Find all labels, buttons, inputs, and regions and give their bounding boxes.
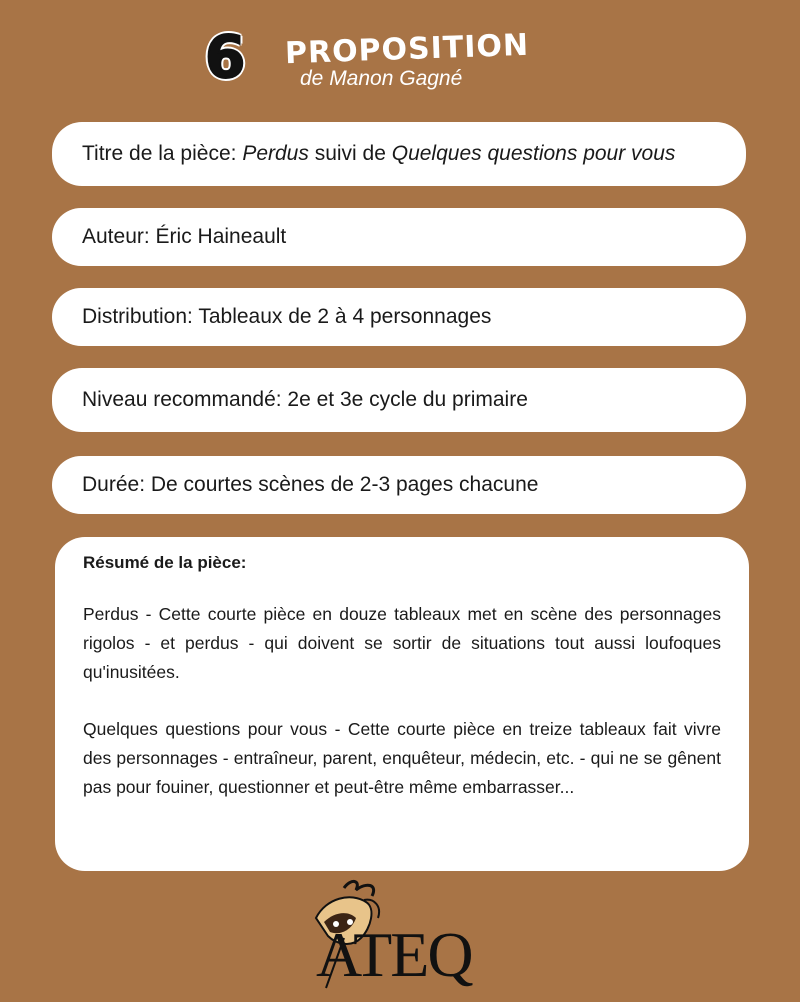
level-field: [52, 368, 746, 432]
level-text: Niveau recommandé: 2e et 3e cycle du primaire: [82, 388, 528, 411]
duration-field: [52, 456, 746, 514]
summary-heading: Résumé de la pièce:: [83, 553, 247, 572]
play-title-join: suivi de: [308, 142, 392, 165]
header: [205, 22, 545, 102]
ateq-logo-text: ATEQ: [316, 919, 472, 990]
play-title-label: Titre de la pièce:: [82, 142, 243, 165]
proposal-number: 6: [205, 23, 246, 91]
play-title-field: [52, 122, 746, 186]
distribution-field: [52, 288, 746, 346]
summary-card: [55, 537, 749, 871]
proposal-author: de Manon Gagné: [300, 67, 463, 90]
distribution-text: Distribution: Tableaux de 2 à 4 personnages: [82, 305, 492, 328]
duration-text: Durée: De courtes scènes de 2-3 pages chacune: [82, 473, 539, 496]
play-title-part2: Quelques questions pour vous: [391, 142, 676, 165]
ateq-logo: [306, 878, 506, 996]
play-title-part1: Perdus: [242, 142, 309, 165]
proposal-title: PROPOSITION: [284, 27, 530, 72]
summary-paragraph-questions: Quelques questions pour vous - Cette courte pièce en treize tableaux fait vivre des personnages - entraîneur, parent, enquêteur, médecin, etc. - qui ne se gênent pas pour fouiner, questionner et peut-être même embarrasser...: [83, 719, 721, 797]
author-text: Auteur: Éric Haineault: [82, 225, 287, 248]
summary-paragraph-perdus: Perdus - Cette courte pièce en douze tableaux met en scène des personnages rigolos - et perdus - qui doivent se sortir de situations tout aussi loufoques qu'inusitées.: [83, 604, 721, 682]
author-field: [52, 208, 746, 266]
